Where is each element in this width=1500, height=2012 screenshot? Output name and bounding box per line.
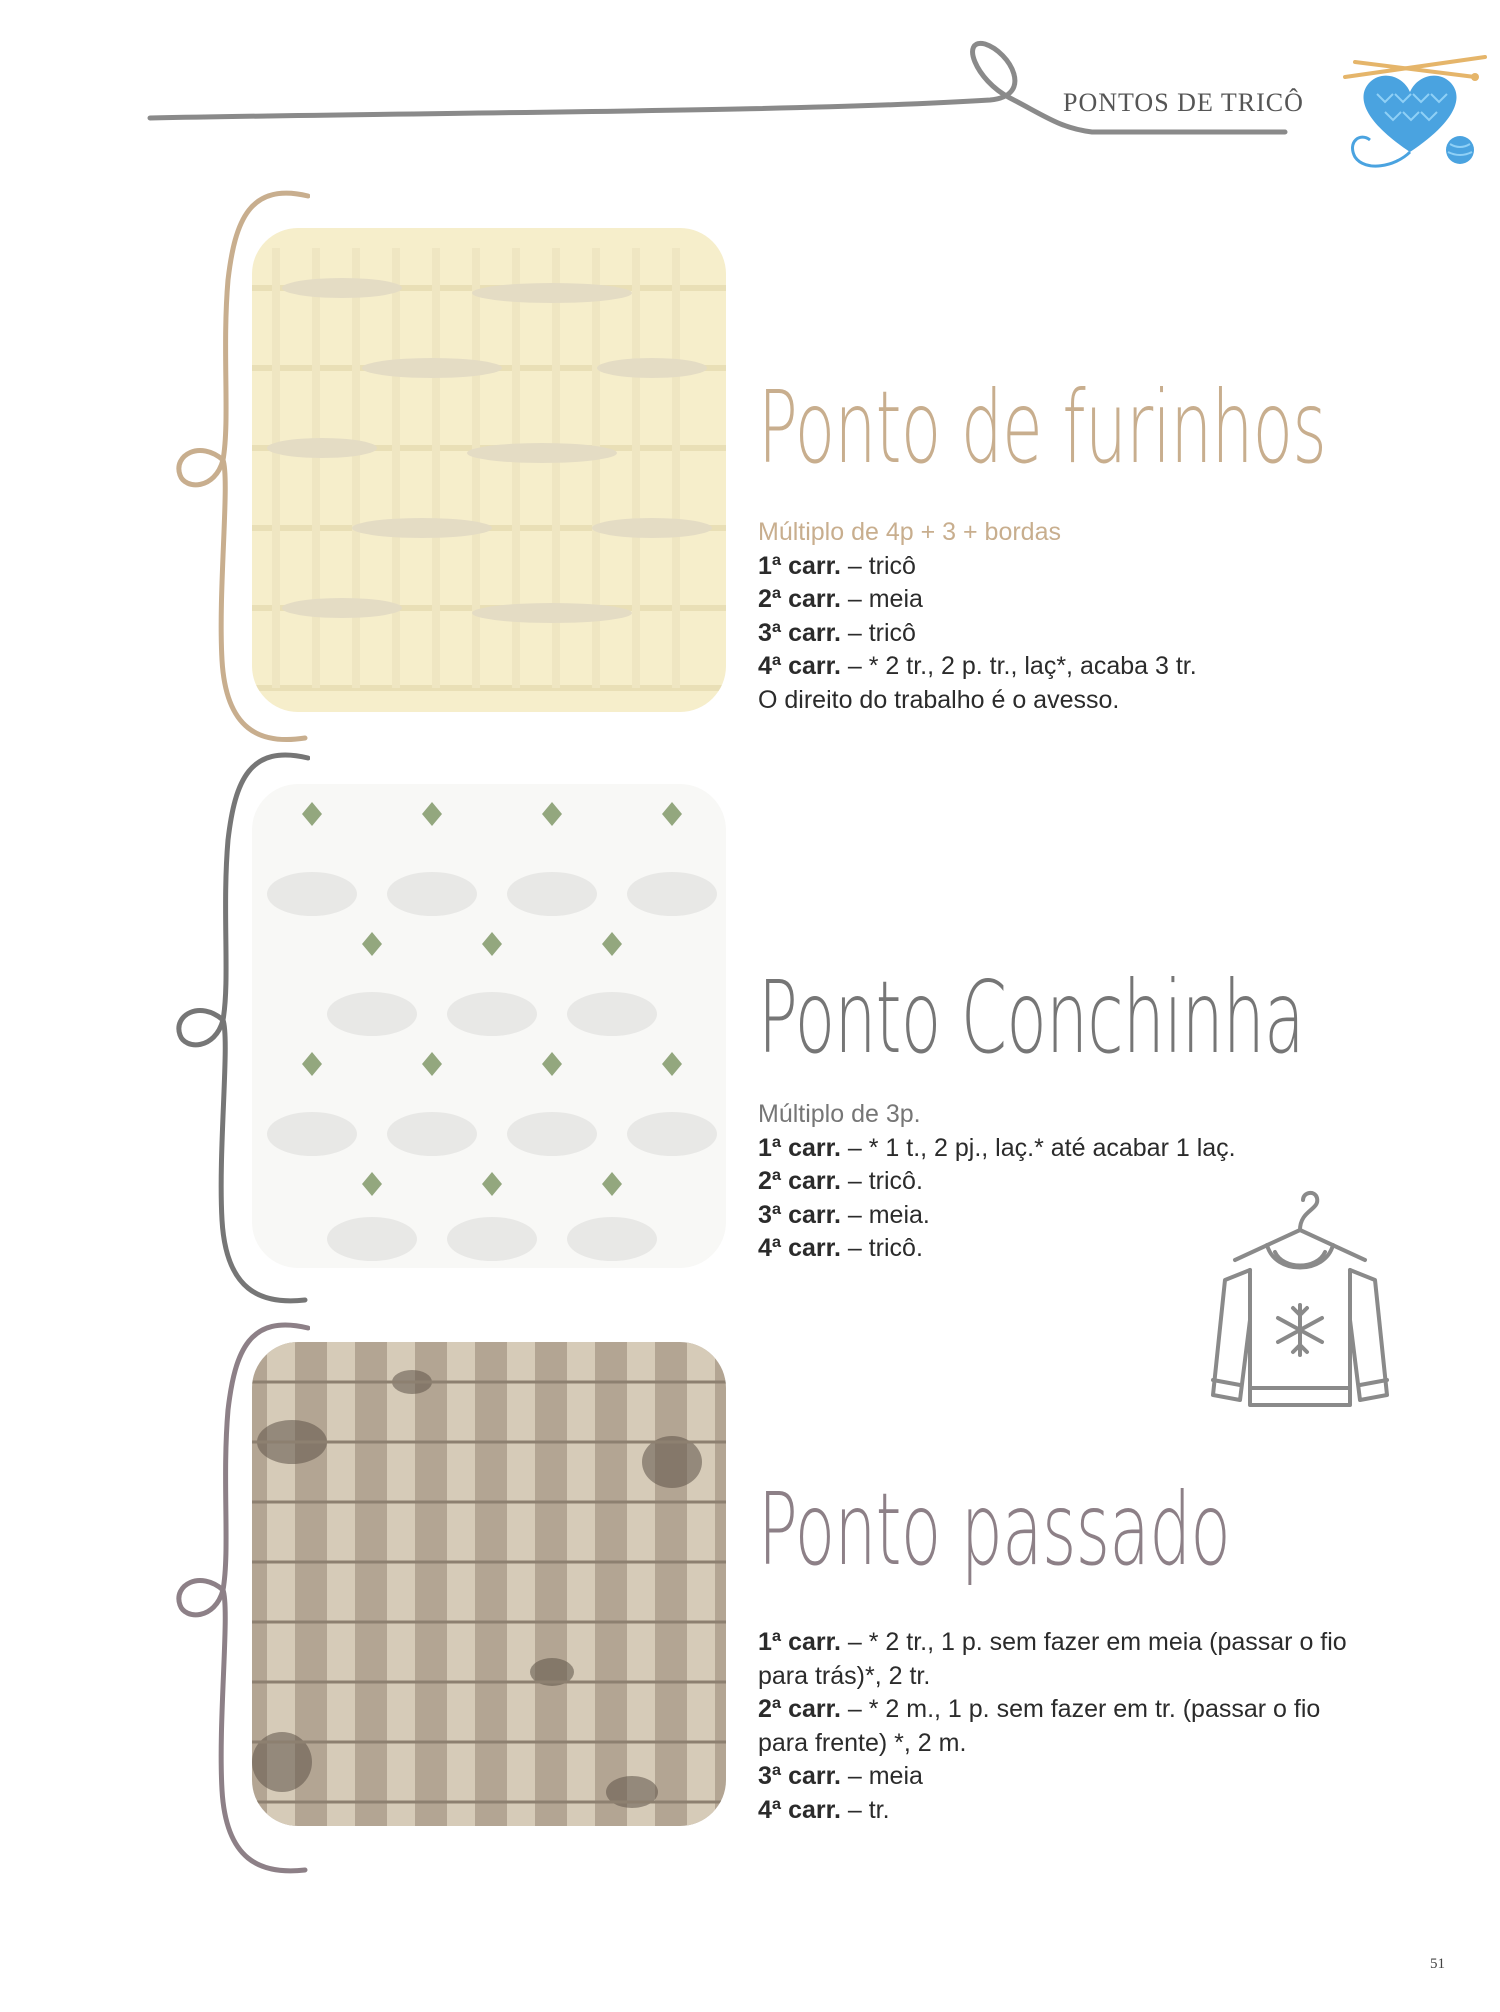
conchinha-multiple: Múltiplo de 3p.: [758, 1100, 921, 1128]
conchinha-title: Ponto Conchinha: [758, 959, 1304, 1076]
furinhos-swatch-photo: [252, 228, 726, 712]
passado-row-1: 1ª carr. – * 2 tr., 1 p. sem fazer em meia (passar o fio para trás)*, 2 tr.: [758, 1628, 1347, 1690]
furinhos-row-2: 2ª carr. – meia: [758, 585, 923, 613]
furinhos-title: Ponto de furinhos: [758, 369, 1327, 486]
passado-instructions: [758, 1626, 1368, 1827]
furinhos-row-4: 4ª carr. – * 2 tr., 2 p. tr., laç*, acaba 3 tr.: [758, 652, 1197, 680]
furinhos-instructions: [758, 516, 1368, 717]
conchinha-swatch-photo: [252, 784, 726, 1268]
furinhos-row-1: 1ª carr. – tricô: [758, 551, 916, 580]
conchinha-row-3: 3ª carr. – meia.: [758, 1200, 930, 1229]
conchinha-row-1: 1ª carr. – * 1 t., 2 pj., laç.* até acabar 1 laç.: [758, 1133, 1236, 1162]
furinhos-note: O direito do trabalho é o avesso.: [758, 685, 1120, 714]
conchinha-row-2: 2ª carr. – tricô.: [758, 1167, 923, 1195]
passado-swatch-photo: [252, 1342, 726, 1826]
knitting-heart-icon: [1325, 22, 1495, 182]
conchinha-row-4: 4ª carr. – tricô.: [758, 1234, 923, 1262]
passado-row-4: 4ª carr. – tr.: [758, 1795, 890, 1824]
section-title: PONTOS DE TRICÔ: [1063, 88, 1304, 117]
sweater-snowflake-icon: [1205, 1190, 1395, 1430]
passado-row-3: 3ª carr. – meia: [758, 1762, 923, 1790]
page-number: 51: [1430, 1956, 1445, 1972]
furinhos-multiple: Múltiplo de 4p + 3 + bordas: [758, 518, 1061, 546]
passado-row-2: 2ª carr. – * 2 m., 1 p. sem fazer em tr. (passar o fio para frente) *, 2 m.: [758, 1695, 1321, 1757]
furinhos-row-3: 3ª carr. – tricô: [758, 618, 916, 647]
passado-title: Ponto passado: [758, 1471, 1231, 1588]
